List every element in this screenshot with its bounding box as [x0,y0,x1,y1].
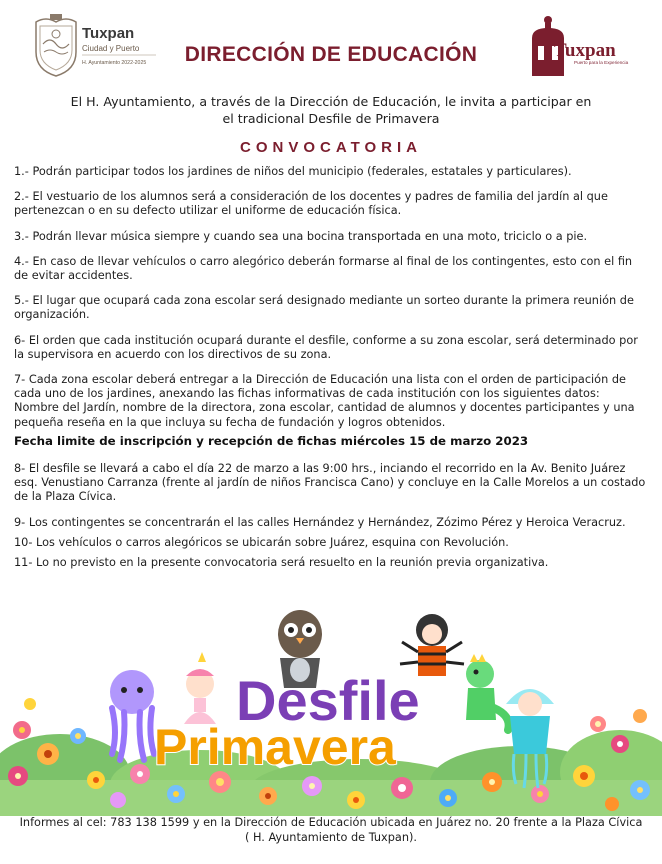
footer-line-1: Informes al cel: 783 138 1599 y en la Dirección de Educación ubicada en Juárez no. 20 frente a la Plaza Cívica [19,816,643,829]
tuxpan-puerto-logo [528,12,640,80]
rule-11: 11- Lo no previsto en la presente convocatoria será resuelto en la reunión previa organizativa. [14,556,549,570]
right-logo-tagline: Puerto para la Experiencia [574,60,629,65]
unicorn-girl-character [184,652,216,724]
dinosaur-character [466,654,509,730]
intro-text [40,93,622,127]
right-logo-brand: Tuxpan [554,40,616,61]
rule-1: 1.- Podrán participar todos los jardines de niños del municipio (federales, estatales y particulares). [14,165,572,178]
intro-line-2: el tradicional Desfile de Primavera [222,111,440,126]
desfile-word: Desfile [236,669,420,732]
primavera-word: Primavera [154,719,396,775]
left-logo-tagline: Ciudad y Puerto [82,44,140,53]
rule-8: 8- El desfile se llevará a cabo el día 22 de marzo a las 9:00 hrs., inciando el recorrido en la Av. Benito Juárez esq. Venustiano Carranza (frente al jardín de niños Francisca Cano) y concluye en la Calle Morelos a un costado de la Plaza Cívica. [14,462,646,504]
desfile-primavera-illustration [0,604,662,816]
rule-5: 5.- El lugar que ocupará cada zona escolar será designado mediante un sorteo durante la primera reunión de organización. [14,294,634,322]
rule-9: 9- Los contingentes se concentrarán el las calles Hernández y Hernández, Zózimo Pérez y Heroica Veracruz. [14,515,626,529]
rules-list [14,165,646,576]
octopus-character [110,670,154,760]
page-title: DIRECCIÓN DE EDUCACIÓN [184,43,478,66]
left-logo-brand: Tuxpan [82,25,135,42]
footer-line-2: ( H. Ayuntamiento de Tuxpan). [245,830,417,844]
convocatoria-heading: CONVOCATORIA [240,139,422,156]
spider-character [400,614,464,676]
rule-10: 10- Los vehículos o carros alegóricos se ubicarán sobre Juárez, esquina con Revolución. [14,535,509,549]
rule-6: 6- El orden que cada institución ocupará durante el desfile, conforme a su zona escolar, será determinado por la supervisora en acuerdo con los directivos de su zona. [14,333,638,361]
header [0,0,662,92]
intro-line-1: El H. Ayuntamiento, a través de la Dirección de Educación, le invita a participar en [70,94,592,109]
rule-2: 2.- El vestuario de los alumnos será a consideración de los docentes y padres de familia del jardín al que pertenezcan o en su defecto utilizar el uniforme de educación física. [14,190,608,218]
deadline-notice: Fecha limite de inscripción y recepción de fichas miércoles 15 de marzo 2023 [14,433,529,448]
rule-3: 3.- Podrán llevar música siempre y cuando sea una bocina transportada en una moto, triciclo o a pie. [14,229,588,243]
footer-contact [0,816,662,845]
left-logo-subline: H. Ayuntamiento 2022-2025 [82,60,147,66]
rule-4: 4.- En caso de llevar vehículos o carro alegórico deberán formarse al final de los contingentes, esto con el fin de evitar accidentes. [14,254,633,283]
rule-7: 7- Cada zona escolar deberá entregar a la Dirección de Educación una lista con el orden de participación de cada uno de los jardines, anexando las fichas informativas de cada institución con los siguientes datos: Nombre del Jardín, nombre de la directora, zona escolar, cantidad de alumnos y docentes participantes y una pequeña reseña en la que incluya su fecha de fundación y logros obtenidos. [14,373,635,429]
